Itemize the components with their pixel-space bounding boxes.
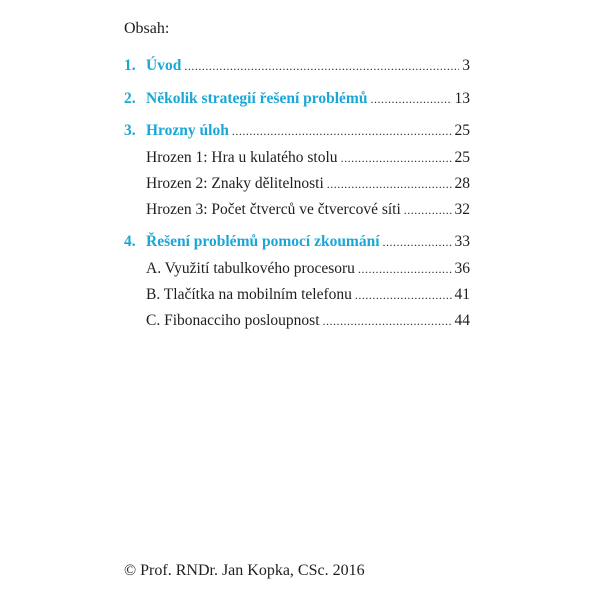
toc-heading: Obsah: bbox=[124, 20, 170, 37]
section-title: Hrozen 1: Hra u kulatého stolu bbox=[146, 149, 338, 166]
toc-section-b[interactable] bbox=[146, 286, 470, 304]
page-number: 41 bbox=[454, 286, 470, 303]
page-number: 25 bbox=[454, 149, 470, 166]
toc-chapter-2[interactable] bbox=[124, 90, 470, 108]
section-title: A. Využití tabulkového procesoru bbox=[146, 260, 355, 277]
dot-leader bbox=[341, 151, 452, 166]
copyright-notice: © Prof. RNDr. Jan Kopka, CSc. 2016 bbox=[124, 562, 365, 579]
dot-leader bbox=[184, 59, 459, 74]
toc-chapter-4[interactable] bbox=[124, 233, 470, 251]
toc-chapter-1[interactable] bbox=[124, 57, 470, 75]
toc-section-hrozen-1[interactable] bbox=[146, 149, 470, 167]
section-title: Hrozen 2: Znaky dělitelnosti bbox=[146, 175, 324, 192]
chapter-number: 1. bbox=[124, 57, 136, 74]
page-number: 25 bbox=[454, 122, 470, 139]
page-number: 3 bbox=[462, 57, 470, 74]
dot-leader bbox=[327, 177, 452, 192]
chapter-title: Řešení problémů pomocí zkoumání bbox=[146, 233, 380, 250]
dot-leader bbox=[323, 314, 452, 329]
chapter-number: 4. bbox=[124, 233, 136, 250]
section-title: C. Fibonacciho posloupnost bbox=[146, 312, 320, 329]
page-number: 28 bbox=[454, 175, 470, 192]
dot-leader bbox=[370, 92, 451, 107]
dot-leader bbox=[232, 124, 452, 139]
page-number: 13 bbox=[454, 90, 470, 107]
chapter-title: Několik strategií řešení problémů bbox=[146, 90, 368, 107]
page-number: 32 bbox=[454, 201, 470, 218]
chapter-title: Úvod bbox=[146, 57, 182, 74]
toc-section-a[interactable] bbox=[146, 260, 470, 278]
toc-section-hrozen-2[interactable] bbox=[146, 175, 470, 193]
chapter-title: Hrozny úloh bbox=[146, 122, 229, 139]
chapter-number: 2. bbox=[124, 90, 136, 107]
toc-section-hrozen-3[interactable] bbox=[146, 201, 470, 219]
dot-leader bbox=[358, 262, 452, 277]
chapter-number: 3. bbox=[124, 122, 136, 139]
section-title: Hrozen 3: Počet čtverců ve čtvercové síti bbox=[146, 201, 401, 218]
page-number: 33 bbox=[454, 233, 470, 250]
dot-leader bbox=[383, 235, 452, 250]
toc-section-c[interactable] bbox=[146, 312, 470, 330]
page-number: 36 bbox=[454, 260, 470, 277]
toc-chapter-3[interactable] bbox=[124, 122, 470, 140]
page-number: 44 bbox=[454, 312, 470, 329]
dot-leader bbox=[404, 203, 452, 218]
section-title: B. Tlačítka na mobilním telefonu bbox=[146, 286, 352, 303]
dot-leader bbox=[355, 288, 452, 303]
